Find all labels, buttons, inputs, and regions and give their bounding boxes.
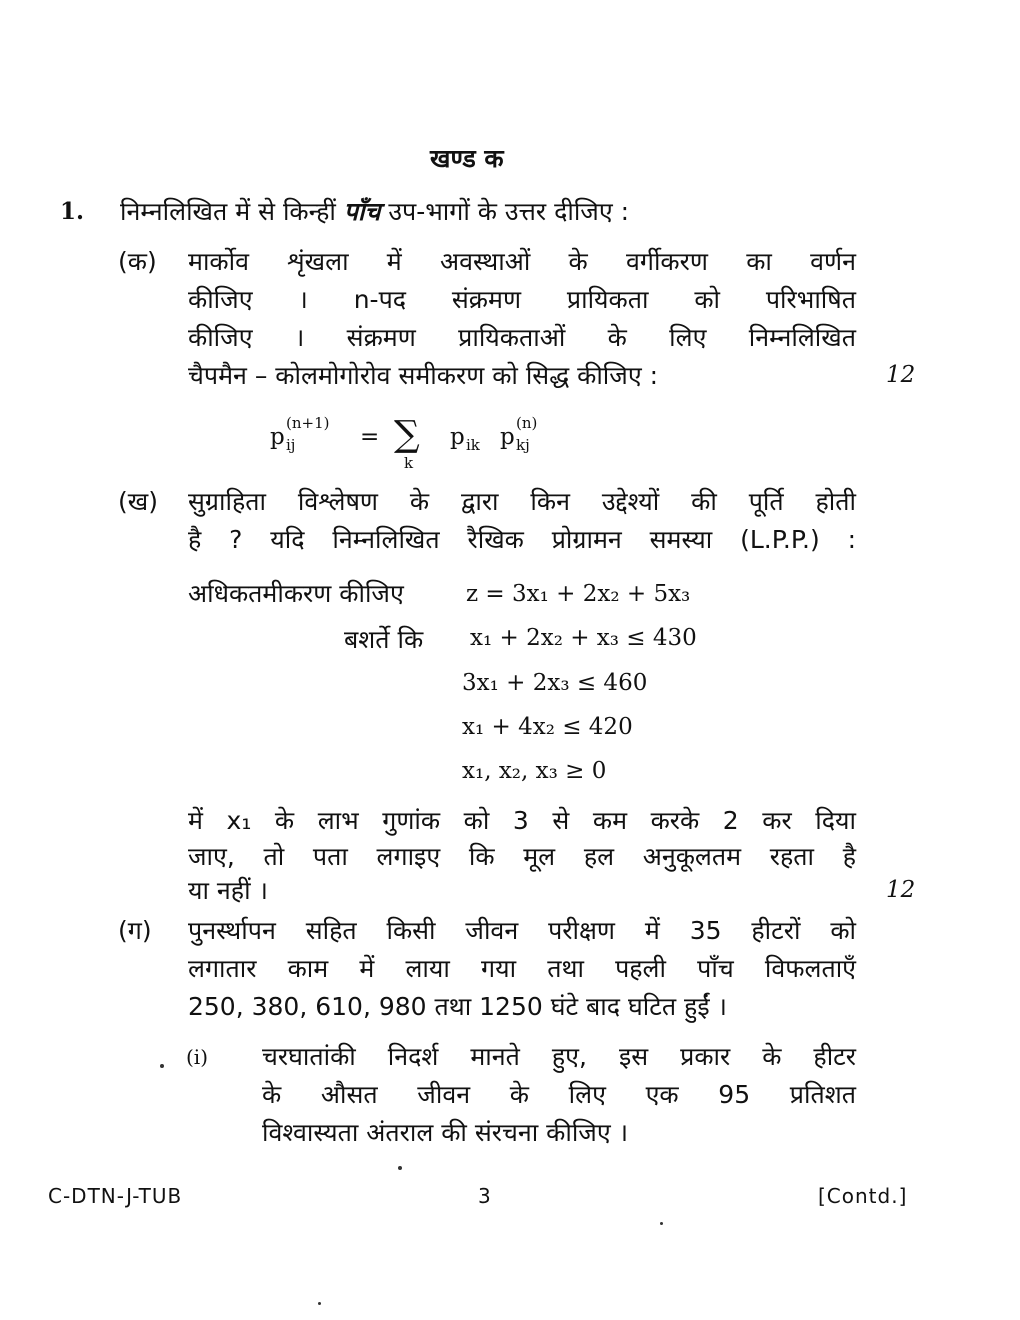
- part-a-label: (क): [118, 247, 157, 276]
- constraint-2: 3x₁ + 2x₃ ≤ 460: [462, 670, 648, 696]
- eq-lhs-p: p: [270, 424, 285, 450]
- part-b-line3: में x₁ के लाभ गुणांक को 3 से कम करके 2 कर दिया: [188, 806, 856, 835]
- eq-equals: =: [360, 424, 380, 450]
- eq-lhs-sup: (n+1): [286, 414, 330, 432]
- intro-text-before: निम्नलिखित में से किन्हीं: [120, 197, 336, 226]
- part-a-line3: कीजिए । संक्रमण प्रायिकताओं के लिए निम्नलिखित: [188, 323, 856, 352]
- scan-speck: [160, 1064, 164, 1068]
- objective-function: z = 3x₁ + 2x₂ + 5x₃: [466, 581, 691, 607]
- footer-page-number: 3: [478, 1184, 492, 1208]
- eq-term2-sub: kj: [516, 436, 530, 454]
- subpart-i-line1: चरघातांकी निदर्श मानते हुए, इस प्रकार के हीटर: [262, 1042, 856, 1071]
- footer-contd: [Contd.]: [818, 1184, 908, 1208]
- part-b-line2: है ? यदि निम्नलिखित रैखिक प्रोग्रामन समस्या (L.P.P.) :: [188, 525, 856, 554]
- eq-term1-p: p: [450, 424, 465, 450]
- intro-text-after: उप-भागों के उत्तर दीजिए :: [388, 197, 630, 226]
- eq-sum-sign: ∑: [394, 414, 420, 455]
- section-title: खण्ड क: [430, 144, 504, 173]
- subpart-i-label: (i): [186, 1045, 209, 1069]
- question-intro: [120, 193, 840, 230]
- constraint-4: x₁, x₂, x₃ ≥ 0: [462, 758, 607, 784]
- chapman-kolmogorov-equation: [270, 414, 570, 474]
- part-c-line3: 250, 380, 610, 980 तथा 1250 घंटे बाद घटित हुईं ।: [188, 992, 728, 1021]
- scan-speck: [398, 1166, 402, 1170]
- part-a-marks: 12: [886, 362, 916, 388]
- part-b-line1: सुग्राहिता विश्लेषण के द्वारा किन उद्देश्यों की पूर्ति होती: [188, 487, 856, 516]
- subpart-i-line3: विश्वास्यता अंतराल की संरचना कीजिए ।: [262, 1118, 629, 1147]
- subpart-i-line2: के औसत जीवन के लिए एक 95 प्रतिशत: [262, 1080, 856, 1109]
- footer-code: C-DTN-J-TUB: [48, 1184, 183, 1208]
- eq-lhs-sub: ij: [286, 436, 296, 454]
- part-c-line2: लगातार काम में लाया गया तथा पहली पाँच विफलताएँ: [188, 954, 856, 983]
- scan-speck: [318, 1302, 321, 1305]
- constraint-3: x₁ + 4x₂ ≤ 420: [462, 714, 633, 740]
- eq-term2-sup: (n): [516, 414, 538, 432]
- part-c-label: (ग): [118, 916, 152, 945]
- eq-sum-index: k: [404, 454, 414, 472]
- eq-term1-sub: ik: [466, 436, 480, 454]
- eq-term2-p: p: [500, 424, 515, 450]
- intro-bold-word: पाँच: [343, 197, 381, 226]
- subject-to-label: बशर्ते कि: [344, 625, 424, 654]
- part-b-marks: 12: [886, 877, 916, 903]
- part-c-line1: पुनर्स्थापन सहित किसी जीवन परीक्षण में 35 हीटरों को: [188, 916, 856, 945]
- part-a-line1: मार्कोव शृंखला में अवस्थाओं के वर्गीकरण का वर्णन: [188, 247, 856, 276]
- part-b-line4: जाए, तो पता लगाइए कि मूल हल अनुकूलतम रहता है: [188, 842, 856, 871]
- scan-speck: [660, 1222, 663, 1225]
- maximize-label: अधिकतमीकरण कीजिए: [188, 579, 404, 608]
- part-b-line5: या नहीं ।: [188, 876, 268, 905]
- question-number: 1.: [60, 198, 85, 225]
- part-b-label: (ख): [118, 487, 158, 516]
- part-a-line2: कीजिए । n-पद संक्रमण प्रायिकता को परिभाषित: [188, 285, 856, 314]
- part-a-line4: चैपमैन – कोलमोगोरोव समीकरण को सिद्ध कीजिए :: [188, 361, 659, 390]
- constraint-1: x₁ + 2x₂ + x₃ ≤ 430: [470, 625, 697, 651]
